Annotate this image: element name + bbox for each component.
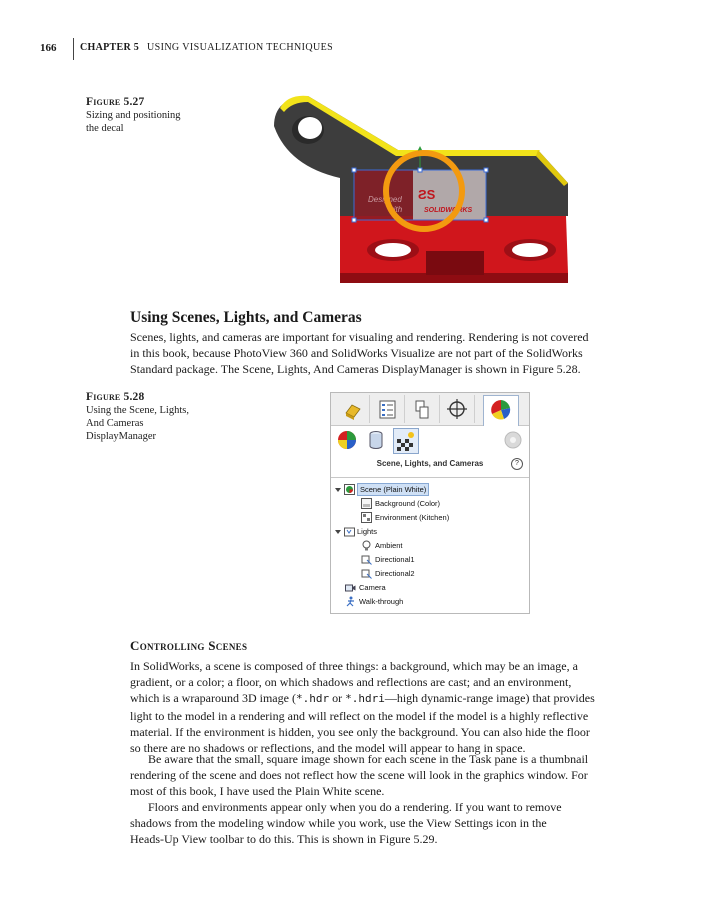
text-line (130, 690, 650, 707)
part-icon (335, 395, 369, 423)
text-line: most of this book, I have used the Plain White scene. (130, 784, 385, 799)
tree-label-scene: Scene (Plain White) (357, 483, 429, 496)
text-line: In SolidWorks, a scene is composed of three things: a background, which may be an image, a (130, 659, 578, 673)
render-button[interactable] (501, 428, 525, 452)
environment-icon (361, 512, 372, 523)
text-line: in this book, because PhotoView 360 and SolidWorks Visualize are not part of the SolidWorks (130, 346, 583, 361)
walkthrough-icon (345, 596, 356, 607)
tab-configuration-manager[interactable] (405, 395, 440, 423)
tree-label-environment: Environment (Kitchen) (375, 513, 450, 522)
color-wheel-icon (484, 396, 518, 424)
part-base-slot (426, 251, 484, 275)
section-paragraph (130, 329, 650, 378)
text-line: Heads-Up View toolbar to do this. This is shown in Figure 5.29. (130, 832, 438, 847)
caption-line: Sizing and positioning (86, 110, 181, 121)
decal-text: Designed (368, 195, 402, 204)
tree-label-camera: Camera (359, 583, 386, 592)
caption-line: And Cameras (86, 418, 144, 429)
expand-arrow-icon[interactable] (335, 488, 341, 492)
lights-folder-icon (344, 526, 355, 537)
decal-handle (352, 218, 356, 222)
display-manager-panel (330, 392, 530, 614)
text-line: so there are no shadows or reflections, and the model will appear to hang in space. (130, 741, 526, 756)
text-line: rendering of the scene and does not reflect how the scene will look in the graphics window. For (130, 768, 588, 783)
property-list-icon (370, 395, 404, 423)
page-number: 166 (40, 42, 57, 54)
tree-label-ambient: Ambient (375, 541, 403, 550)
tree-label-lights: Lights (357, 527, 378, 536)
text-line: light to the model in a rendering and will reflect on the model if the model is a highly reflective (130, 708, 589, 723)
decal-text: with (388, 205, 403, 214)
figure-label: Figure 5.27 (86, 96, 145, 108)
directional-light-icon (361, 554, 372, 565)
paragraph-thumbnail (130, 751, 650, 800)
text-line: Be aware that the small, square image shown for each scene in the Task pane is a thumbnail (148, 752, 589, 766)
text-line: material. If the environment is hidden, you see only the background. You can also hide the floor (130, 724, 590, 739)
section-heading: Using Scenes, Lights, and Cameras (130, 309, 362, 326)
camera-icon (345, 582, 356, 593)
tree-label-walkthrough: Walk-through (359, 597, 404, 606)
decal-handle (352, 168, 356, 172)
chapter-title: USING VISUALIZATION TECHNIQUES (147, 42, 334, 53)
figure-label: Figure 5.28 (86, 391, 145, 403)
directional-light-icon (361, 568, 372, 579)
figure-5-28-caption (86, 391, 226, 443)
tab-display-manager[interactable] (483, 395, 519, 426)
decal-brand: SOLIDWORKS (424, 207, 473, 214)
decal-handle (484, 218, 488, 222)
decal-part-illustration (268, 88, 578, 298)
figure-5-27-caption (86, 96, 216, 135)
text-line: gradient, or a color; a floor, on which shadows and reflections are cast; and an environment, (130, 675, 572, 690)
text-line: Floors and environments appear only when you do a rendering. If you want to remove (148, 800, 562, 814)
paragraph-scene-composition (130, 658, 650, 756)
file-extension-hdri: *.hdri (345, 692, 385, 706)
panel-title: Scene, Lights, and Cameras (376, 459, 484, 468)
caption-line: Using the Scene, Lights, (86, 405, 189, 416)
scene-icon (344, 484, 355, 495)
decal-handle (418, 168, 422, 172)
header-rule (73, 38, 74, 60)
crosshair-icon (440, 395, 474, 423)
lightbulb-icon (361, 540, 372, 551)
appearance-sphere-icon (335, 428, 359, 452)
base-hole-left-inner (375, 243, 411, 257)
tab-dimxpert-manager[interactable] (440, 395, 475, 423)
help-icon[interactable]: ? (511, 458, 523, 470)
render-gear-icon (501, 428, 525, 452)
manager-tabs (331, 393, 529, 426)
configuration-icon (405, 395, 439, 423)
decal-cylinder-icon (364, 428, 388, 452)
appearances-button[interactable] (335, 428, 359, 452)
panel-divider (331, 477, 529, 478)
background-icon (361, 498, 372, 509)
caption-line: DisplayManager (86, 431, 156, 442)
subsection-heading: Controlling Scenes (130, 638, 248, 653)
arm-hole-inner (298, 117, 322, 139)
scene-lights-cameras-button[interactable] (393, 428, 419, 454)
scene-checker-icon (394, 429, 418, 453)
tree-label-background: Background (Color) (375, 499, 441, 508)
text-span: —high dynamic-range image) that provides (384, 691, 595, 706)
expand-arrow-icon[interactable] (335, 530, 341, 534)
tab-property-manager[interactable] (370, 395, 405, 423)
caption-line: the decal (86, 123, 124, 134)
tree-label-directional2: Directional2 (375, 569, 415, 578)
chapter-label: CHAPTER 5 (80, 42, 140, 53)
ds-logo: ƧS (418, 187, 436, 202)
text-line: shadows from the modeling window while you work, use the View Settings icon in the (130, 816, 547, 831)
decals-button[interactable] (364, 428, 388, 452)
file-extension-hdr: *.hdr (295, 692, 330, 706)
base-hole-right-inner (512, 243, 548, 257)
text-span: or (329, 691, 346, 706)
text-span: which is a wraparound 3D image ( (130, 691, 296, 706)
tab-feature-manager[interactable] (335, 395, 370, 423)
paragraph-floors (130, 799, 650, 848)
tree-node-scene[interactable] (335, 483, 525, 496)
decal-handle (484, 168, 488, 172)
display-manager-toolbar (331, 426, 529, 454)
tree-label-directional1: Directional1 (375, 555, 415, 564)
text-line: Scenes, lights, and cameras are important for visualing and rendering. Rendering is not covered (130, 330, 589, 344)
text-line: Standard package. The Scene, Lights, And Cameras DisplayManager is shown in Figure 5.28. (130, 362, 581, 377)
